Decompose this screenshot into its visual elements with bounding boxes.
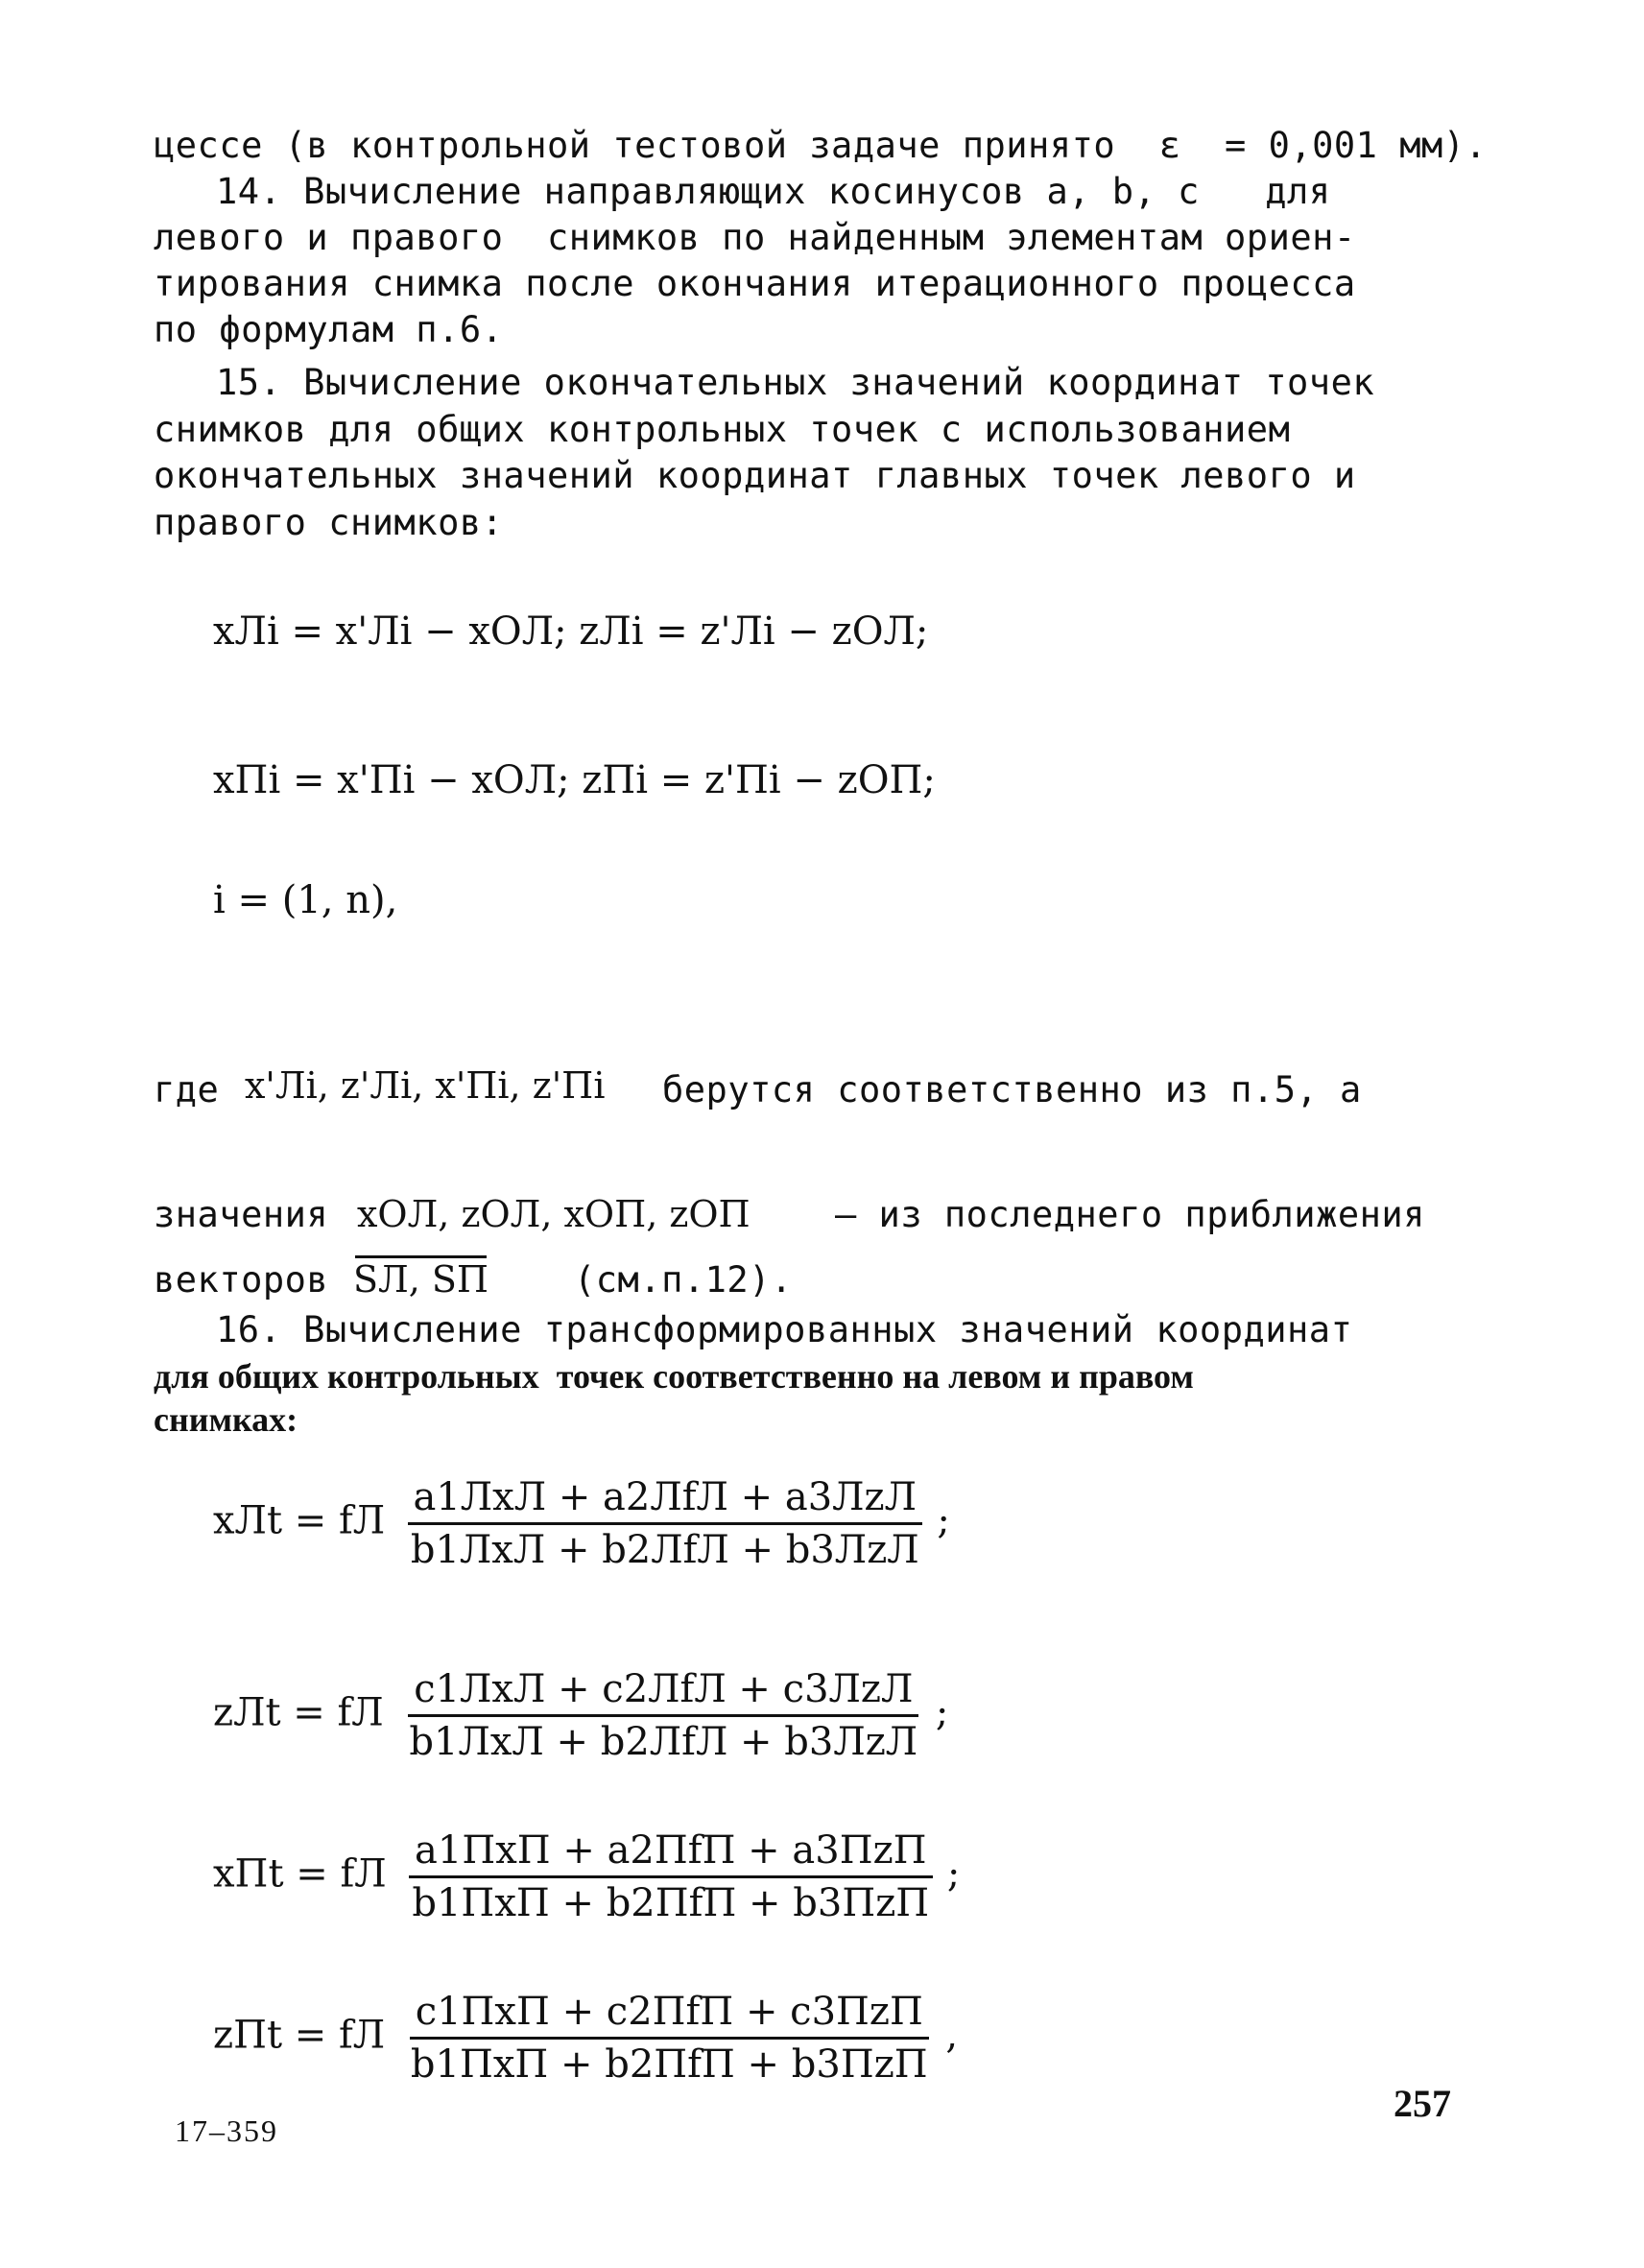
values-suffix: – из последнего приближения xyxy=(835,1194,1425,1235)
formula-focal: fЛ xyxy=(340,1851,387,1897)
formula-terminator: ; xyxy=(935,1690,949,1735)
text-line-4: тирования снимка после окончания итерационного процесса xyxy=(154,263,1356,304)
text-line-6: 15. Вычисление окончательных значений координат точек xyxy=(216,362,1375,403)
formula-fraction xyxy=(405,1475,925,1572)
formula-focal: fЛ xyxy=(337,1690,384,1735)
formula-numerator: c1ЛxЛ + c2ЛfЛ + c3ЛzЛ xyxy=(408,1670,918,1717)
formula-numerator: c1ПxП + c2ПfП + c3ПzП xyxy=(410,1993,929,2040)
formula-numerator: a1ПxП + a2ПfП + a3ПzП xyxy=(409,1831,933,1878)
where-vars: x'Лi, z'Лi, x'Пi, z'Пi xyxy=(245,1064,606,1107)
vectors-suffix: (см.п.12). xyxy=(574,1259,793,1301)
item16-line-2: для общих контрольных точек соответственно на левом и правом xyxy=(154,1357,1194,1396)
formula-index-range: i = (1, n), xyxy=(213,878,398,922)
formula-denominator: b1ПxП + b2ПfП + b3ПzП xyxy=(410,2042,928,2087)
formula-focal: fЛ xyxy=(338,2013,386,2058)
formula-denominator: b1ЛxЛ + b2ЛfЛ + b3ЛzЛ xyxy=(410,1528,919,1572)
text-line-7: снимков для общих контрольных точек с использованием xyxy=(154,409,1291,450)
where-suffix: берутся соответственно из п.5, а xyxy=(662,1069,1362,1110)
text-line-1: цессе (в контрольной тестовой задаче принято ε = 0,001 мм). xyxy=(154,125,1488,166)
printer-signature: 17–359 xyxy=(175,2113,278,2148)
text-line-8: окончательных значений координат главных точек левого и xyxy=(154,455,1356,496)
formula-z-left-transformed: zЛt = fЛ $\frac{\text{c1ЛxЛ + c2ЛfЛ + c3ЛzЛ}}{\text{b1ЛxЛ + b2ЛfЛ + b3ЛzЛ}}$ ; xyxy=(213,1667,949,1764)
text-line-2: 14. Вычисление направляющих косинусов a, b, c для xyxy=(216,171,1331,212)
text-line-3: левого и правого снимков по найденным элементам ориен- xyxy=(154,217,1356,258)
formula-lhs: xПt xyxy=(213,1851,284,1897)
vectors-prefix: векторов xyxy=(154,1259,329,1301)
text-line-9: правого снимков: xyxy=(154,502,504,543)
item16-line-1: 16. Вычисление трансформированных значений координат xyxy=(216,1309,1353,1350)
formula-terminator: ; xyxy=(937,1498,950,1543)
formula-fraction xyxy=(406,1828,935,1925)
item16-line-3: снимках: xyxy=(154,1400,298,1439)
formula-fraction xyxy=(405,1990,934,2087)
formula-lhs: zЛt xyxy=(213,1690,281,1735)
formula-denominator: b1ПxП + b2ПfП + b3ПzП xyxy=(412,1881,930,1925)
formula-focal: fЛ xyxy=(338,1498,386,1543)
text-line-5: по формулам п.6. xyxy=(154,309,504,350)
formula-lhs: zПt xyxy=(213,2013,283,2058)
formula-terminator: , xyxy=(945,2013,959,2058)
vectors-names: SЛ, SП xyxy=(353,1258,489,1301)
formula-fraction xyxy=(403,1667,923,1764)
page-number: 257 xyxy=(1394,2082,1451,2125)
formula-numerator: a1ЛxЛ + a2ЛfЛ + a3ЛzЛ xyxy=(408,1478,923,1525)
values-vars: xОЛ, zОЛ, xОП, zОП xyxy=(357,1193,751,1235)
formula-z-right-transformed: zПt = fЛ $\frac{\text{c1ПxП + c2ПfП + c3ПzП}}{\text{b1ПxП + b2ПfП + b3ПzП}}$ , xyxy=(213,1990,959,2087)
formula-x-right-transformed: xПt = fЛ $\frac{\text{a1ПxП + a2ПfП + a3ПzП}}{\text{b1ПxП + b2ПfП + b3ПzП}}$ ; xyxy=(213,1828,961,1925)
formula-right-coords: xПi = x'Пi − xОЛ; zПi = z'Пi − zОП; xyxy=(213,758,936,802)
formula-left-coords: xЛi = x'Лi − xОЛ; zЛi = z'Лi − zОЛ; xyxy=(213,609,929,654)
formula-terminator: ; xyxy=(946,1851,961,1897)
formula-lhs: xЛt xyxy=(213,1498,283,1543)
values-prefix: значения xyxy=(154,1194,329,1235)
formula-x-left-transformed: xЛt = fЛ $\frac{\text{a1ЛxЛ + a2ЛfЛ + a3ЛzЛ}}{\text{b1ЛxЛ + b2ЛfЛ + b3ЛzЛ}}$ ; xyxy=(213,1475,950,1572)
where-prefix: где xyxy=(154,1069,220,1110)
formula-denominator: b1ЛxЛ + b2ЛfЛ + b3ЛzЛ xyxy=(409,1720,918,1764)
